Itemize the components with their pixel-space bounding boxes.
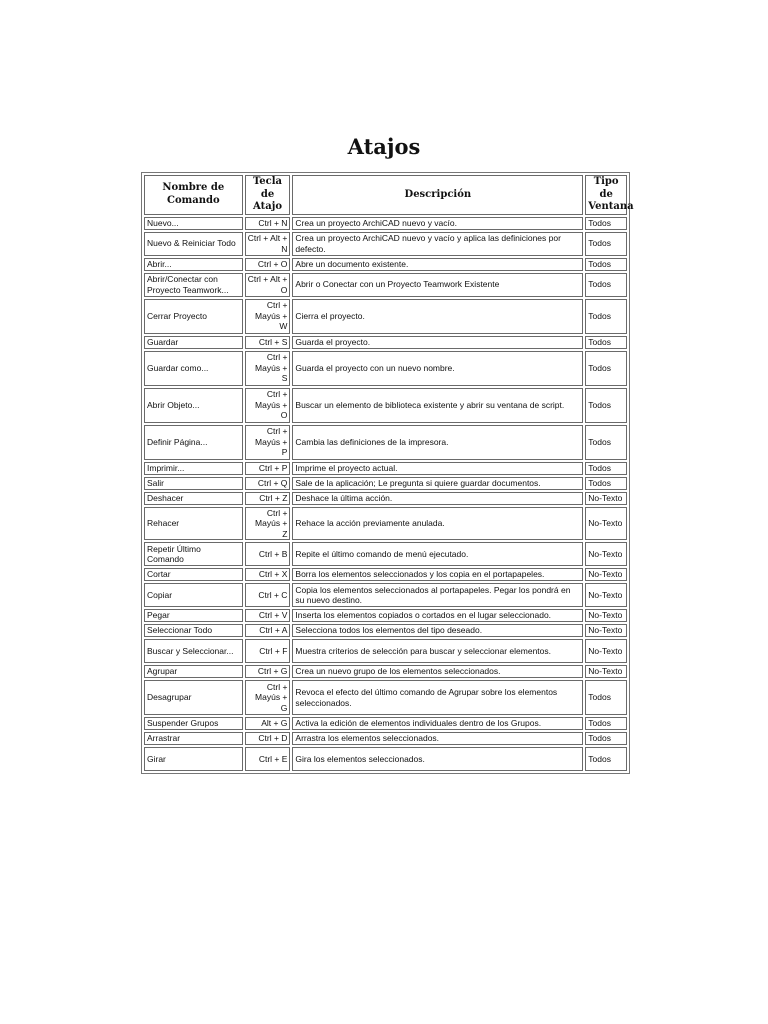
window-type-cell: Todos bbox=[585, 462, 627, 475]
window-type-cell: Todos bbox=[585, 217, 627, 230]
shortcut-key-cell: Ctrl + Mayús + P bbox=[245, 425, 291, 460]
command-name-cell: Deshacer bbox=[144, 492, 243, 505]
description-cell: Guarda el proyecto. bbox=[292, 336, 583, 349]
description-cell: Cierra el proyecto. bbox=[292, 299, 583, 334]
description-cell: Sale de la aplicación; Le pregunta si quiere guardar documentos. bbox=[292, 477, 583, 490]
command-name-cell: Cerrar Proyecto bbox=[144, 299, 243, 334]
shortcut-key-cell: Ctrl + B bbox=[245, 542, 291, 566]
description-cell: Inserta los elementos copiados o cortados en el lugar seleccionado. bbox=[292, 609, 583, 622]
command-name-cell: Agrupar bbox=[144, 665, 243, 678]
table-row bbox=[144, 747, 627, 771]
shortcut-key-cell: Ctrl + D bbox=[245, 732, 291, 745]
description-cell: Arrastra los elementos seleccionados. bbox=[292, 732, 583, 745]
window-type-cell: No-Texto bbox=[585, 568, 627, 581]
table-row bbox=[144, 425, 627, 460]
table-row bbox=[144, 351, 627, 386]
description-cell: Abrir o Conectar con un Proyecto Teamwork Existente bbox=[292, 273, 583, 297]
command-name-cell: Rehacer bbox=[144, 507, 243, 541]
description-cell: Imprime el proyecto actual. bbox=[292, 462, 583, 475]
description-cell: Selecciona todos los elementos del tipo deseado. bbox=[292, 624, 583, 637]
table-header-row bbox=[144, 175, 627, 215]
window-type-cell: Todos bbox=[585, 273, 627, 297]
table-row bbox=[144, 717, 627, 730]
header-window-type: Tipo de Ventana bbox=[585, 175, 627, 215]
shortcut-key-cell: Ctrl + X bbox=[245, 568, 291, 581]
table-body bbox=[144, 217, 627, 772]
description-cell: Crea un proyecto ArchiCAD nuevo y vacío y aplica las definiciones por defecto. bbox=[292, 232, 583, 256]
table-row bbox=[144, 665, 627, 678]
shortcut-key-cell: Alt + G bbox=[245, 717, 291, 730]
description-cell: Crea un proyecto ArchiCAD nuevo y vacío. bbox=[292, 217, 583, 230]
window-type-cell: Todos bbox=[585, 351, 627, 386]
description-cell: Copia los elementos seleccionados al portapapeles. Pegar los pondrá en su nuevo destino. bbox=[292, 583, 583, 607]
window-type-cell: No-Texto bbox=[585, 507, 627, 541]
shortcuts-table bbox=[141, 172, 634, 774]
description-cell: Crea un nuevo grupo de los elementos seleccionados. bbox=[292, 665, 583, 678]
window-type-cell: No-Texto bbox=[585, 492, 627, 505]
table-row bbox=[144, 507, 627, 541]
window-type-cell: No-Texto bbox=[585, 624, 627, 637]
window-type-cell: Todos bbox=[585, 680, 627, 715]
shortcut-key-cell: Ctrl + G bbox=[245, 665, 291, 678]
command-name-cell: Pegar bbox=[144, 609, 243, 622]
shortcut-key-cell: Ctrl + O bbox=[245, 258, 291, 271]
header-command-name: Nombre de Comando bbox=[144, 175, 243, 215]
shortcut-key-cell: Ctrl + Mayús + W bbox=[245, 299, 291, 334]
command-name-cell: Cortar bbox=[144, 568, 243, 581]
table-row bbox=[144, 258, 627, 271]
description-cell: Abre un documento existente. bbox=[292, 258, 583, 271]
command-name-cell: Abrir/Conectar con Proyecto Teamwork... bbox=[144, 273, 243, 297]
window-type-cell: Todos bbox=[585, 299, 627, 334]
command-name-cell: Arrastrar bbox=[144, 732, 243, 745]
table-row bbox=[144, 336, 627, 349]
shortcut-key-cell: Ctrl + F bbox=[245, 639, 291, 663]
shortcut-key-cell: Ctrl + C bbox=[245, 583, 291, 607]
description-cell: Muestra criterios de selección para buscar y seleccionar elementos. bbox=[292, 639, 583, 663]
table-row bbox=[144, 388, 627, 423]
window-type-cell: Todos bbox=[585, 477, 627, 490]
command-name-cell: Buscar y Seleccionar... bbox=[144, 639, 243, 663]
description-cell: Buscar un elemento de biblioteca existente y abrir su ventana de script. bbox=[292, 388, 583, 423]
window-type-cell: No-Texto bbox=[585, 542, 627, 566]
page-title: Atajos bbox=[347, 134, 421, 159]
shortcut-key-cell: Ctrl + V bbox=[245, 609, 291, 622]
table-row bbox=[144, 273, 627, 297]
shortcut-key-cell: Ctrl + Alt + N bbox=[245, 232, 291, 256]
description-cell: Activa la edición de elementos individuales dentro de los Grupos. bbox=[292, 717, 583, 730]
command-name-cell: Girar bbox=[144, 747, 243, 771]
window-type-cell: No-Texto bbox=[585, 639, 627, 663]
description-cell: Borra los elementos seleccionados y los copia en el portapapeles. bbox=[292, 568, 583, 581]
table-row bbox=[144, 492, 627, 505]
description-cell: Cambia las definiciones de la impresora. bbox=[292, 425, 583, 460]
window-type-cell: Todos bbox=[585, 747, 627, 771]
command-name-cell: Definir Página... bbox=[144, 425, 243, 460]
description-cell: Rehace la acción previamente anulada. bbox=[292, 507, 583, 541]
table-row bbox=[144, 732, 627, 745]
header-description: Descripción bbox=[292, 175, 583, 215]
shortcut-key-cell: Ctrl + E bbox=[245, 747, 291, 771]
shortcuts-table-container bbox=[141, 172, 634, 764]
command-name-cell: Imprimir... bbox=[144, 462, 243, 475]
shortcut-key-cell: Ctrl + Z bbox=[245, 492, 291, 505]
shortcut-key-cell: Ctrl + A bbox=[245, 624, 291, 637]
table-row bbox=[144, 462, 627, 475]
window-type-cell: Todos bbox=[585, 732, 627, 745]
table-row bbox=[144, 477, 627, 490]
command-name-cell: Nuevo & Reiniciar Todo bbox=[144, 232, 243, 256]
window-type-cell: No-Texto bbox=[585, 665, 627, 678]
window-type-cell: Todos bbox=[585, 336, 627, 349]
table-row bbox=[144, 542, 627, 566]
command-name-cell: Desagrupar bbox=[144, 680, 243, 715]
command-name-cell: Nuevo... bbox=[144, 217, 243, 230]
command-name-cell: Copiar bbox=[144, 583, 243, 607]
shortcut-key-cell: Ctrl + N bbox=[245, 217, 291, 230]
table-row bbox=[144, 680, 627, 715]
shortcut-key-cell: Ctrl + Mayús + S bbox=[245, 351, 291, 386]
window-type-cell: Todos bbox=[585, 258, 627, 271]
description-cell: Repite el último comando de menú ejecutado. bbox=[292, 542, 583, 566]
description-cell: Revoca el efecto del último comando de Agrupar sobre los elementos seleccionados. bbox=[292, 680, 583, 715]
table-row bbox=[144, 583, 627, 607]
command-name-cell: Abrir... bbox=[144, 258, 243, 271]
command-name-cell: Guardar como... bbox=[144, 351, 243, 386]
shortcut-key-cell: Ctrl + Mayús + Z bbox=[245, 507, 291, 541]
window-type-cell: Todos bbox=[585, 388, 627, 423]
description-cell: Deshace la última acción. bbox=[292, 492, 583, 505]
command-name-cell: Seleccionar Todo bbox=[144, 624, 243, 637]
window-type-cell: Todos bbox=[585, 717, 627, 730]
command-name-cell: Repetir Último Comando bbox=[144, 542, 243, 566]
command-name-cell: Guardar bbox=[144, 336, 243, 349]
description-cell: Gira los elementos seleccionados. bbox=[292, 747, 583, 771]
command-name-cell: Suspender Grupos bbox=[144, 717, 243, 730]
table-row bbox=[144, 232, 627, 256]
command-name-cell: Salir bbox=[144, 477, 243, 490]
table-row bbox=[144, 624, 627, 637]
shortcut-key-cell: Ctrl + P bbox=[245, 462, 291, 475]
command-name-cell: Abrir Objeto... bbox=[144, 388, 243, 423]
table-row bbox=[144, 609, 627, 622]
table-row bbox=[144, 299, 627, 334]
header-shortcut-key: Tecla de Atajo bbox=[245, 175, 291, 215]
shortcut-key-cell: Ctrl + Mayús + G bbox=[245, 680, 291, 715]
shortcut-key-cell: Ctrl + S bbox=[245, 336, 291, 349]
table-row bbox=[144, 639, 627, 663]
window-type-cell: No-Texto bbox=[585, 609, 627, 622]
table-row bbox=[144, 217, 627, 230]
shortcut-key-cell: Ctrl + Q bbox=[245, 477, 291, 490]
window-type-cell: Todos bbox=[585, 232, 627, 256]
shortcut-key-cell: Ctrl + Alt + O bbox=[245, 273, 291, 297]
description-cell: Guarda el proyecto con un nuevo nombre. bbox=[292, 351, 583, 386]
window-type-cell: No-Texto bbox=[585, 583, 627, 607]
table-row bbox=[144, 568, 627, 581]
window-type-cell: Todos bbox=[585, 425, 627, 460]
shortcut-key-cell: Ctrl + Mayús + O bbox=[245, 388, 291, 423]
